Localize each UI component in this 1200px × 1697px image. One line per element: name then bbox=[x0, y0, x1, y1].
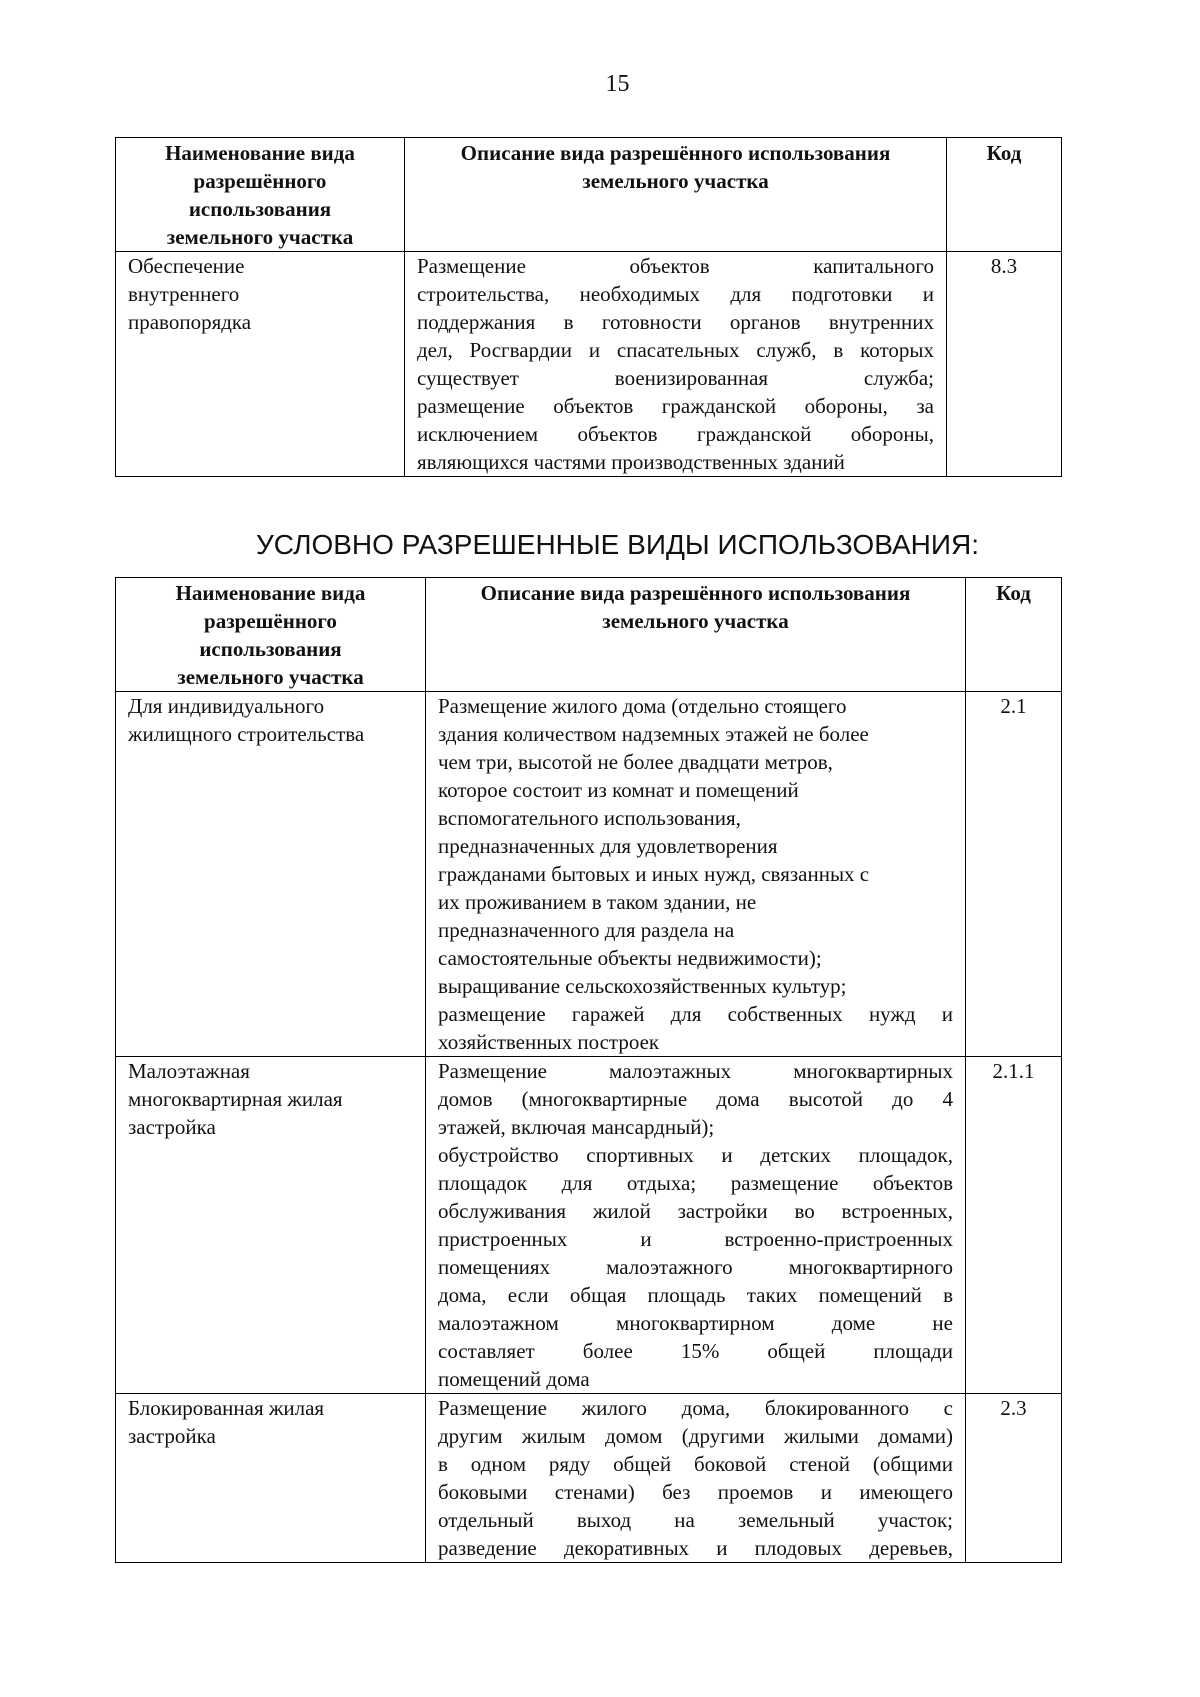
header-line: разрешённого bbox=[204, 609, 337, 633]
header-line: Описание вида разрешённого использования bbox=[460, 141, 891, 165]
description-line: размещение гаражей для собственных нужд и bbox=[438, 1002, 953, 1026]
description-line: их проживанием в таком здании, не bbox=[438, 890, 757, 914]
description-line: исключением объектов гражданской обороны, bbox=[417, 422, 934, 446]
description-line: обслуживания жилой застройки во встроенных, bbox=[438, 1199, 953, 1223]
description-line: существует военизированная служба; bbox=[417, 366, 934, 390]
description-line: строительства, необходимых для подготовки и bbox=[417, 282, 934, 306]
header-line: Наименование вида bbox=[165, 141, 355, 165]
header-name bbox=[116, 138, 405, 252]
row-code-cell: 2.1.1 bbox=[966, 1057, 1062, 1394]
header-line: земельного участка bbox=[166, 225, 354, 249]
description-line: малоэтажном многоквартирном доме не bbox=[438, 1311, 953, 1335]
table-header-row bbox=[116, 578, 1062, 692]
name-line: многоквартирная жилая bbox=[128, 1087, 343, 1111]
description-line: предназначенных для удовлетворения bbox=[438, 834, 778, 858]
row-name-cell bbox=[116, 1057, 426, 1394]
name-line: правопорядка bbox=[128, 310, 252, 334]
header-line: использования bbox=[188, 197, 332, 221]
description-line: здания количеством надземных этажей не более bbox=[438, 722, 869, 746]
permitted-use-table bbox=[115, 137, 1062, 477]
row-code-cell: 2.1 bbox=[966, 692, 1062, 1057]
description-line: выращивание сельскохозяйственных культур; bbox=[438, 974, 847, 998]
header-name bbox=[116, 578, 426, 692]
name-line: Малоэтажная bbox=[128, 1059, 250, 1083]
page-number: 15 bbox=[605, 71, 630, 97]
name-line: Блокированная жилая bbox=[128, 1396, 325, 1420]
row-description-cell bbox=[405, 252, 947, 477]
description-line: самостоятельные объекты недвижимости); bbox=[438, 946, 822, 970]
description-line: которое состоит из комнат и помещений bbox=[438, 778, 799, 802]
row-code-cell: 2.3 bbox=[966, 1394, 1062, 1563]
header-line: земельного участка bbox=[177, 665, 364, 689]
description-line: хозяйственных построек bbox=[438, 1030, 660, 1054]
description-line: другим жилым домом (другими жилыми домами) bbox=[438, 1424, 953, 1448]
description-line: предназначенного для раздела на bbox=[438, 918, 735, 942]
description-line: поддержания в готовности органов внутренних bbox=[417, 310, 934, 334]
description-line: обустройство спортивных и детских площадок, bbox=[438, 1143, 953, 1167]
row-code-cell: 8.3 bbox=[947, 252, 1062, 477]
description-line: дома, если общая площадь таких помещений в bbox=[438, 1283, 953, 1307]
description-line: домов (многоквартирные дома высотой до 4 bbox=[438, 1087, 953, 1111]
row-name-cell bbox=[116, 692, 426, 1057]
description-line: помещениях малоэтажного многоквартирного bbox=[438, 1255, 953, 1279]
name-line: застройка bbox=[128, 1115, 216, 1139]
description-line: разведение декоративных и плодовых деревьев, bbox=[438, 1536, 953, 1560]
table-row bbox=[116, 252, 1062, 477]
header-description bbox=[405, 138, 947, 252]
header-line: Описание вида разрешённого использования bbox=[480, 581, 911, 605]
description-line: вспомогательного использования, bbox=[438, 806, 741, 830]
row-description-cell bbox=[426, 692, 966, 1057]
description-line: помещений дома bbox=[438, 1367, 590, 1391]
section-title: УСЛОВНО РАЗРЕШЕННЫЕ ВИДЫ ИСПОЛЬЗОВАНИЯ: bbox=[256, 529, 979, 560]
table-row bbox=[116, 692, 1062, 1057]
description-line: отдельный выход на земельный участок; bbox=[438, 1508, 953, 1532]
header-line: Наименование вида bbox=[175, 581, 366, 605]
header-line: земельного участка bbox=[602, 609, 789, 633]
header-line: земельного участка bbox=[582, 169, 769, 193]
description-line: в одном ряду общей боковой стеной (общими bbox=[438, 1452, 953, 1476]
description-line: чем три, высотой не более двадцати метров, bbox=[438, 750, 833, 774]
table-header-row bbox=[116, 138, 1062, 252]
name-line: Для индивидуального bbox=[128, 694, 325, 718]
conditionally-permitted-use-table bbox=[115, 577, 1062, 1563]
description-line: этажей, включая мансардный); bbox=[438, 1115, 715, 1139]
description-line: являющихся частями производственных зданий bbox=[417, 450, 845, 474]
description-line: площадок для отдыха; размещение объектов bbox=[438, 1171, 953, 1195]
table-row bbox=[116, 1394, 1062, 1563]
description-line: Размещение малоэтажных многоквартирных bbox=[438, 1059, 953, 1083]
header-code: Код bbox=[966, 578, 1062, 692]
name-line: внутреннего bbox=[128, 282, 240, 306]
name-line: жилищного строительства bbox=[128, 722, 365, 746]
table-row bbox=[116, 1057, 1062, 1394]
name-line: застройка bbox=[128, 1424, 216, 1448]
row-name-cell bbox=[116, 252, 405, 477]
header-line: использования bbox=[199, 637, 342, 661]
header-code: Код bbox=[947, 138, 1062, 252]
header-description bbox=[426, 578, 966, 692]
description-line: Размещение жилого дома, блокированного с bbox=[438, 1396, 953, 1420]
description-line: размещение объектов гражданской обороны, за bbox=[417, 394, 934, 418]
row-description-cell bbox=[426, 1057, 966, 1394]
description-line: боковыми стенами) без проемов и имеющего bbox=[438, 1480, 953, 1504]
description-line: гражданами бытовых и иных нужд, связанных с bbox=[438, 862, 870, 886]
row-name-cell bbox=[116, 1394, 426, 1563]
header-line: разрешённого bbox=[193, 169, 327, 193]
description-line: Размещение объектов капитального bbox=[417, 254, 934, 278]
description-line: пристроенных и встроенно-пристроенных bbox=[438, 1227, 953, 1251]
row-description-cell bbox=[426, 1394, 966, 1563]
name-line: Обеспечение bbox=[128, 254, 245, 278]
description-line: дел, Росгвардии и спасательных служб, в которых bbox=[417, 338, 934, 362]
description-line: составляет более 15% общей площади bbox=[438, 1339, 953, 1363]
description-line: Размещение жилого дома (отдельно стоящего bbox=[438, 694, 847, 718]
